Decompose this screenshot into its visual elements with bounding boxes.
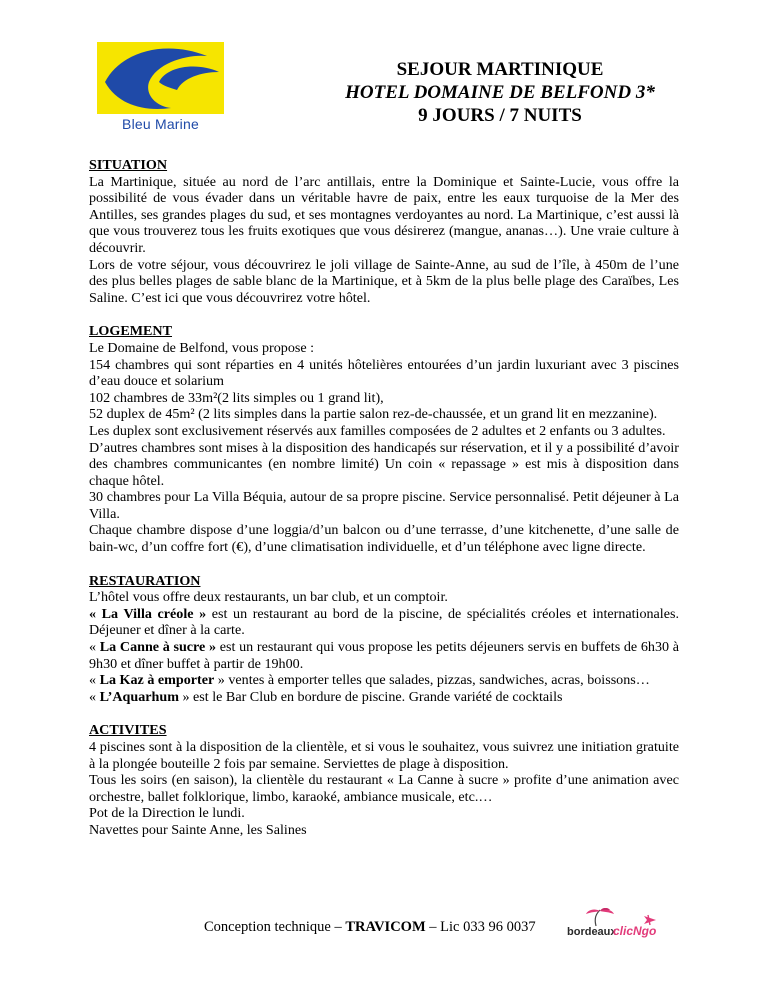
paragraph: La Martinique, située au nord de l’arc antillais, entre la Dominique et Sainte-Lucie, vous offre la possibilité de vous évader dans un véritable havre de paix, entre les eaux turquoise de la Mer des Antilles, ses grandes plages du sud, et ses montagnes verdoyantes au nord. La Martinique, c’est aussi là que vous trouverez tous les fruits exotiques que vous désirerez (mangue, ananas…). Une vraie culture à découvrir. [89, 173, 679, 256]
paragraph: 102 chambres de 33m²(2 lits simples ou 1 grand lit), [89, 389, 384, 406]
section-logement [89, 323, 679, 555]
section-title: SITUATION [89, 157, 168, 173]
title-line-1: SEJOUR MARTINIQUE [396, 59, 604, 80]
section-restauration [89, 573, 679, 706]
section-title: RESTAURATION [89, 572, 201, 589]
quote-open: « [89, 688, 100, 705]
footer-logo-text-a: bordeaux [567, 926, 617, 938]
section-activites [89, 722, 679, 838]
document-header [310, 58, 690, 127]
paragraph: 4 piscines sont à la disposition de la clientèle, et si vous le souhaitez, vous suivrez une initiation gratuite à la plongée bouteille 2 fois par semaine. Serviettes de plage à disposition. [89, 739, 679, 772]
footer-credits [204, 919, 536, 936]
restaurant-description: » est le Bar Club en bordure de piscine. Grande variété de cocktails [178, 688, 563, 705]
title-line-2: HOTEL DOMAINE DE BELFOND 3* [345, 82, 655, 103]
logo-brand-text: Bleu Marine [122, 116, 199, 132]
paragraph: 30 chambres pour La Villa Béquia, autour de sa propre piscine. Service personnalisé. Petit déjeuner à La Villa. [89, 489, 679, 522]
paragraph: D’autres chambres sont mises à la disposition des handicapés sur réservation, et il y a possibilité d’avoir des chambres communicantes (en nombre limité) Un coin « repassage » est mis à disposition dans chaque hôtel. [89, 439, 679, 489]
footer-company: TRAVICOM [345, 919, 426, 935]
restaurant-description: est un restaurant au bord de la piscine, de spécialités créoles et internationales. Déjeuner et dîner à la carte. [89, 605, 679, 639]
paragraph: Lors de votre séjour, vous découvrirez le joli village de Sainte-Anne, au sud de l’île, à 450m de l’une des plus belles plages de sable blanc de la Martinique, et à 5km de la plus belle plage des Caraïbes, Les Saline. C’est ici que vous découvrirez votre hôtel. [89, 256, 679, 306]
restaurant-entry [89, 689, 679, 706]
restaurant-entry [89, 606, 679, 639]
footer-prefix: Conception technique – [204, 919, 346, 935]
restaurant-name: L’Aquarhum [99, 688, 179, 705]
bordeaux-clicngo-logo [566, 908, 658, 942]
restaurant-entry [89, 672, 679, 689]
paragraph: Les duplex sont exclusivement réservés aux familles composées de 2 adultes et 2 enfants ou 3 adultes. [89, 422, 666, 439]
quote-open: « [89, 639, 100, 656]
document-body [89, 157, 679, 856]
paragraph: 52 duplex de 45m² (2 lits simples dans la partie salon rez-de-chaussée, et un grand lit en mezzanine). [89, 406, 658, 423]
section-title: LOGEMENT [89, 323, 173, 340]
restaurant-name: La Kaz à emporter [99, 672, 215, 689]
footer-license: – Lic 033 96 0037 [425, 919, 536, 935]
logo-wave-icon [97, 42, 224, 114]
bleu-marine-logo [97, 42, 224, 138]
paragraph: 154 chambres qui sont réparties en 4 unités hôtelières entourées d’un jardin luxuriant avec 3 piscines d’eau douce et solarium [89, 356, 679, 390]
paragraph: Navettes pour Sainte Anne, les Salines [89, 821, 307, 838]
restaurant-entry [89, 639, 679, 672]
paragraph: L’hôtel vous offre deux restaurants, un bar club, et un comptoir. [89, 589, 448, 606]
paragraph: Pot de la Direction le lundi. [89, 805, 245, 822]
footer-logo-text-b: clicNgo [613, 924, 657, 938]
title-line-3: 9 JOURS / 7 NUITS [418, 105, 582, 126]
palm-plane-icon [566, 908, 658, 942]
paragraph: Le Domaine de Belfond, vous propose : [89, 339, 315, 356]
restaurant-description: est un restaurant qui vous propose les petits déjeuners servis en buffets de 6h30 à 9h30 et dîner buffet à partir de 19h00. [89, 639, 680, 672]
restaurant-name: La Canne à sucre » [99, 639, 217, 656]
paragraph: Tous les soirs (en saison), la clientèle du restaurant « La Canne à sucre » profite d’une animation avec orchestre, ballet folklorique, limbo, karaoké, ambiance musicale, etc.… [89, 772, 679, 805]
paragraph: Chaque chambre dispose d’une loggia/d’un balcon ou d’une terrasse, d’une kitchenette, d’une salle de bain-wc, d’un coffre fort (€), d’une climatisation individuelle, et d’un téléphone avec ligne directe. [89, 522, 679, 556]
quote-open: « [89, 672, 100, 689]
section-situation [89, 157, 679, 306]
restaurant-name: « La Villa créole » [89, 605, 207, 622]
section-title: ACTIVITES [89, 722, 167, 739]
restaurant-description: » ventes à emporter telles que salades, pizzas, sandwiches, acras, boissons… [214, 672, 650, 689]
